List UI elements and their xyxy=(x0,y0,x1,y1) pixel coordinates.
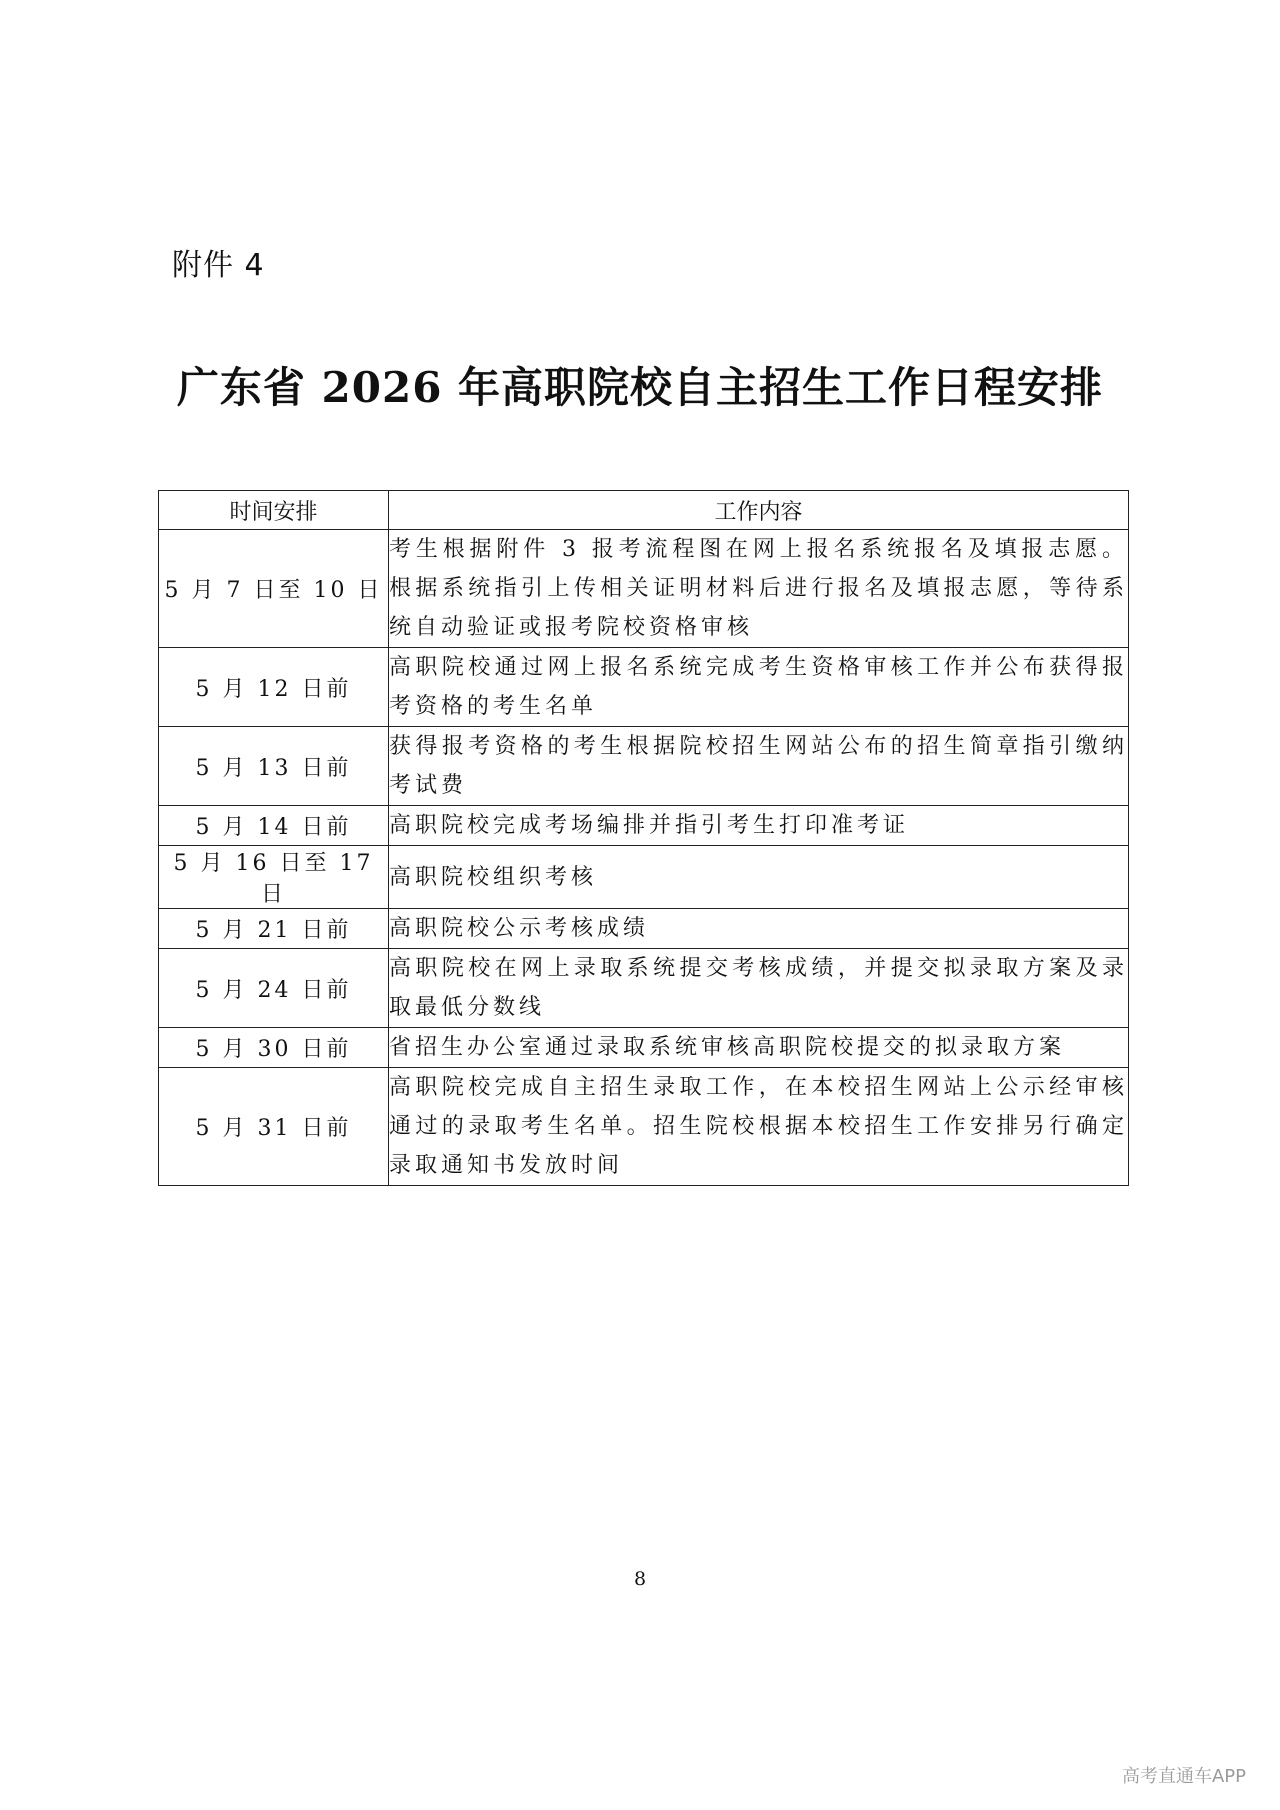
table-row xyxy=(159,806,1129,846)
table-row xyxy=(159,846,1129,909)
table-row xyxy=(159,1068,1129,1186)
content-cell: 高职院校在网上录取系统提交考核成绩，并提交拟录取方案及录取最低分数线 xyxy=(389,949,1129,1028)
table-row xyxy=(159,909,1129,949)
table-row xyxy=(159,648,1129,727)
time-cell: 5 月 31 日前 xyxy=(159,1068,389,1186)
document-title: 广东省 2026 年高职院校自主招生工作日程安排 xyxy=(176,363,1104,412)
column-header-time: 时间安排 xyxy=(159,491,389,530)
content-cell: 高职院校通过网上报名系统完成考生资格审核工作并公布获得报考资格的考生名单 xyxy=(389,648,1129,727)
content-cell: 获得报考资格的考生根据院校招生网站公布的招生简章指引缴纳考试费 xyxy=(389,727,1129,806)
content-cell: 高职院校组织考核 xyxy=(389,846,1129,909)
schedule-table xyxy=(158,490,1129,1186)
table-row xyxy=(159,1028,1129,1068)
table-row xyxy=(159,949,1129,1028)
content-cell: 高职院校完成考场编排并指引考生打印准考证 xyxy=(389,806,1129,846)
content-cell: 考生根据附件 3 报考流程图在网上报名系统报名及填报志愿。根据系统指引上传相关证明材料后进行报名及填报志愿，等待系统自动验证或报考院校资格审核 xyxy=(389,530,1129,648)
time-cell: 5 月 12 日前 xyxy=(159,648,389,727)
watermark: 高考直通车APP xyxy=(1121,1766,1246,1787)
page-number: 8 xyxy=(633,1568,647,1590)
content-cell: 高职院校公示考核成绩 xyxy=(389,909,1129,949)
time-cell: 5 月 16 日至 17 日 xyxy=(159,846,389,909)
time-cell: 5 月 13 日前 xyxy=(159,727,389,806)
time-cell: 5 月 24 日前 xyxy=(159,949,389,1028)
attachment-label: 附件 4 xyxy=(172,248,265,283)
time-cell: 5 月 30 日前 xyxy=(159,1028,389,1068)
content-cell: 省招生办公室通过录取系统审核高职院校提交的拟录取方案 xyxy=(389,1028,1129,1068)
content-cell: 高职院校完成自主招生录取工作，在本校招生网站上公示经审核通过的录取考生名单。招生院校根据本校招生工作安排另行确定录取通知书发放时间 xyxy=(389,1068,1129,1186)
table-header-row xyxy=(159,491,1129,530)
table-row xyxy=(159,530,1129,648)
column-header-content: 工作内容 xyxy=(389,491,1129,530)
time-cell: 5 月 21 日前 xyxy=(159,909,389,949)
time-cell: 5 月 7 日至 10 日 xyxy=(159,530,389,648)
table-row xyxy=(159,727,1129,806)
time-cell: 5 月 14 日前 xyxy=(159,806,389,846)
